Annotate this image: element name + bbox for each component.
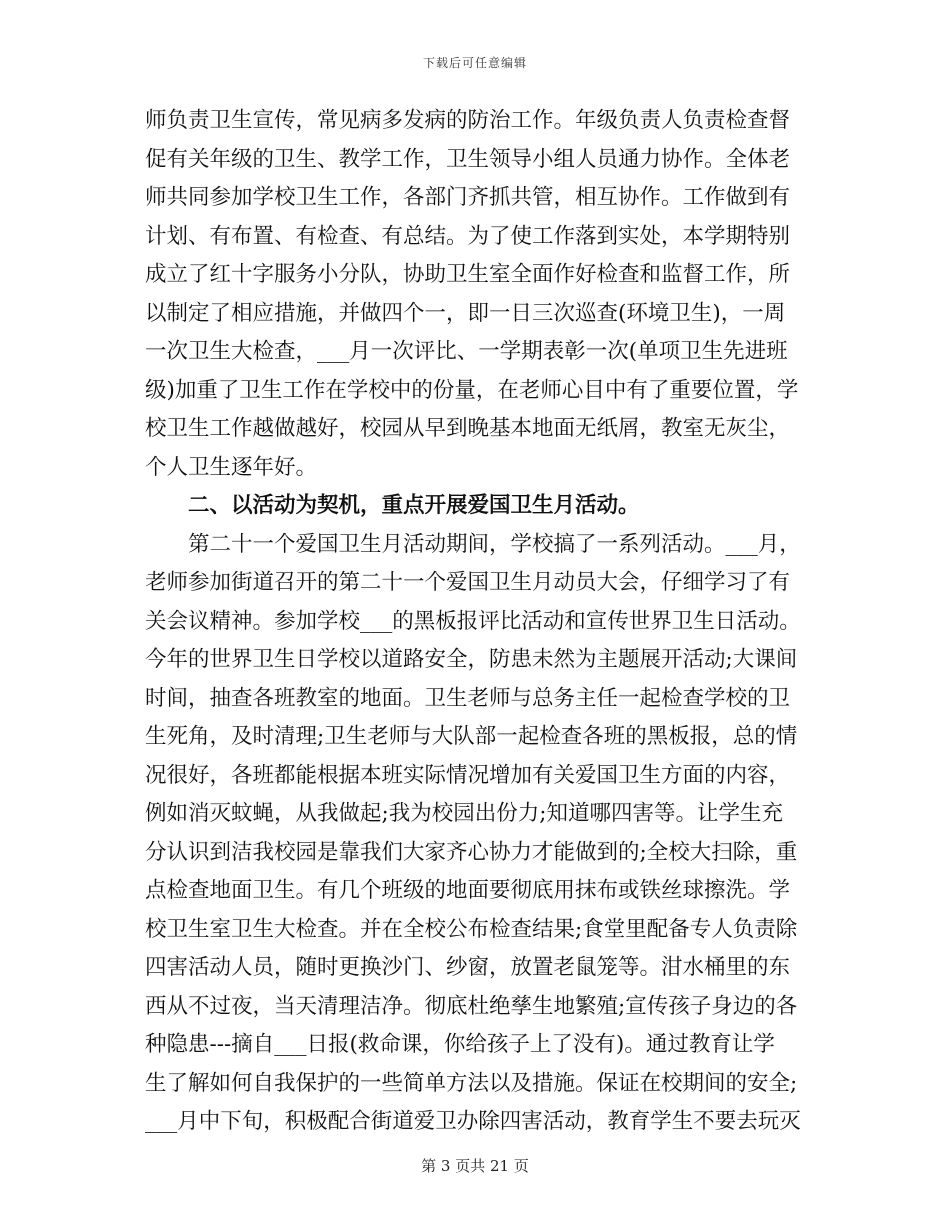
text-line: 计划、有布置、有检查、有总结。为了使工作落到实处，本学期特别	[145, 223, 791, 249]
text-line: 分认识到洁我校园是靠我们大家齐心协力才能做到的;全校大扫除，重	[145, 839, 798, 865]
text-line: 级)加重了卫生工作在学校中的份量，在老师心目中有了重要位置，学	[145, 377, 799, 403]
text-line: 生死角，及时清理;卫生老师与大队部一起检查各班的黑板报，总的情	[145, 724, 798, 749]
document-body	[145, 102, 805, 1142]
text-line: 促有关年级的卫生、教学工作，卫生领导小组人员通力协作。全体老	[145, 146, 791, 172]
text-line: 今年的世界卫生日学校以道路安全，防患未然为主题展开活动;大课间	[145, 647, 798, 672]
section-heading: 二、以活动为契机，重点开展爱国卫生月活动。	[145, 493, 640, 518]
text-line: 第二十一个爱国卫生月活动期间，学校搞了一系列活动。___月，	[145, 531, 801, 557]
text-line: 师负责卫生宣传，常见病多发病的防治工作。年级负责人负责检查督	[145, 108, 791, 133]
text-line: 关会议精神。参加学校___的黑板报评比活动和宣传世界卫生日活动。	[145, 608, 801, 634]
text-line: 老师参加街道召开的第二十一个爱国卫生月动员大会，仔细学习了有	[145, 570, 791, 595]
text-line: 种隐患---摘自___日报(救命课，你给孩子上了没有)。通过教育让学	[145, 1032, 775, 1057]
text-line: 例如消灭蚊蝇，从我做起;我为校园出份力;知道哪四害等。让学生充	[145, 801, 783, 826]
text-line: 校卫生室卫生大检查。并在全校公布检查结果;食堂里配备专人负责除	[145, 916, 798, 942]
text-line: 个人卫生逐年好。	[145, 454, 318, 480]
text-line: 点检查地面卫生。有几个班级的地面要彻底用抹布或铁丝球擦洗。学	[145, 878, 791, 903]
text-line: ___月中下旬，积极配合街道爱卫办除四害活动，教育学生不要去玩灭	[145, 1109, 801, 1134]
text-line: 况很好，各班都能根据本班实际情况增加有关爱国卫生方面的内容，	[145, 762, 791, 788]
page-number-footer: 第 3 页共 21 页	[421, 1157, 529, 1175]
page-header: 下载后可任意编辑	[422, 56, 527, 70]
text-line: 生了解如何自我保护的一些简单方法以及措施。保证在校期间的安全;	[145, 1070, 798, 1096]
text-line: 成立了红十字服务小分队，协助卫生室全面作好检查和监督工作，所	[145, 262, 791, 287]
text-line: 西从不过夜，当天清理洁净。彻底杜绝孳生地繁殖;宣传孩子身边的各	[145, 993, 798, 1019]
text-line: 师共同参加学校卫生工作，各部门齐抓共管，相互协作。工作做到有	[145, 185, 791, 210]
text-line: 以制定了相应措施，并做四个一，即一日三次巡查(环境卫生)，一周	[145, 300, 786, 326]
text-line: 时间，抽查各班教室的地面。卫生老师与总务主任一起检查学校的卫	[145, 685, 791, 711]
text-line: 一次卫生大检查，___月一次评比、一学期表彰一次(单项卫生先进班	[145, 339, 788, 364]
text-line: 校卫生工作越做越好，校园从早到晚基本地面无纸屑，教室无灰尘，	[145, 416, 791, 441]
text-line: 四害活动人员，随时更换沙门、纱窗，放置老鼠笼等。泔水桶里的东	[145, 955, 791, 980]
